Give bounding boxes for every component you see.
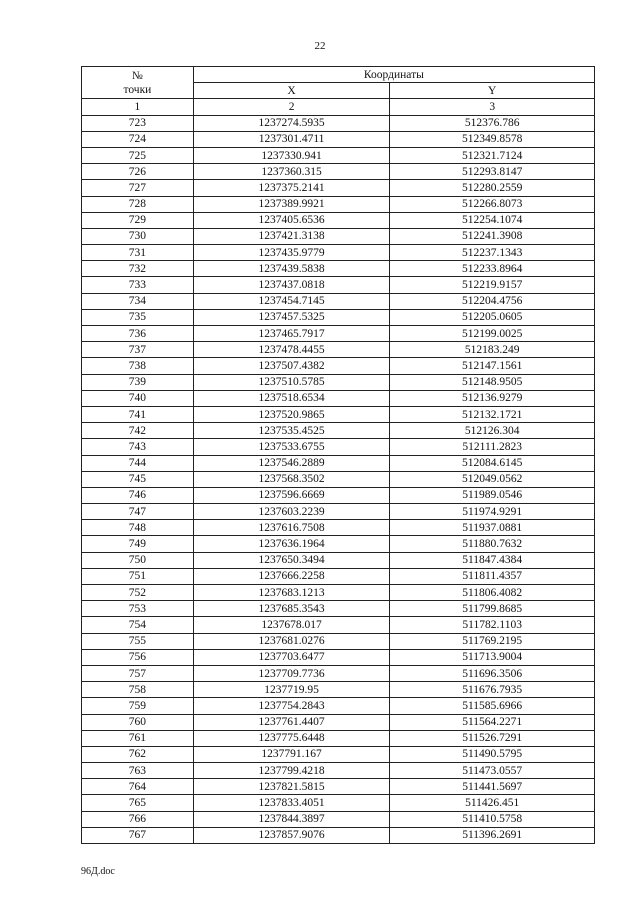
y-coordinate-cell: 512280.2559 — [390, 180, 595, 196]
y-coordinate-cell: 511847.4384 — [390, 552, 595, 568]
x-coordinate-cell: 1237681.0276 — [193, 633, 390, 649]
x-coordinate-cell: 1237405.6536 — [193, 212, 390, 228]
table-row — [82, 406, 595, 422]
y-coordinate-cell: 511526.7291 — [390, 730, 595, 746]
table-row — [82, 471, 595, 487]
y-coordinate-cell: 511441.5697 — [390, 779, 595, 795]
table-row — [82, 795, 595, 811]
point-number-cell: 727 — [82, 180, 194, 196]
table-row — [82, 245, 595, 261]
x-coordinate-cell: 1237421.3138 — [193, 228, 390, 244]
y-coordinate-cell: 511426.451 — [390, 795, 595, 811]
column-index-2: 2 — [193, 99, 390, 115]
x-coordinate-cell: 1237437.0818 — [193, 277, 390, 293]
table-row — [82, 277, 595, 293]
x-coordinate-cell: 1237719.95 — [193, 682, 390, 698]
table-row — [82, 811, 595, 827]
table-row — [82, 115, 595, 131]
table-row — [82, 698, 595, 714]
point-number-cell: 739 — [82, 374, 194, 390]
point-number-cell: 730 — [82, 228, 194, 244]
coordinates-table — [81, 66, 595, 844]
x-coordinate-cell: 1237821.5815 — [193, 779, 390, 795]
y-coordinate-cell: 512183.249 — [390, 342, 595, 358]
point-number-cell: 733 — [82, 277, 194, 293]
point-number-cell: 731 — [82, 245, 194, 261]
point-number-cell: 749 — [82, 536, 194, 552]
y-coordinate-cell: 512349.8578 — [390, 131, 595, 147]
point-number-cell: 732 — [82, 261, 194, 277]
x-coordinate-cell: 1237683.1213 — [193, 585, 390, 601]
point-number-cell: 763 — [82, 763, 194, 779]
table-row — [82, 423, 595, 439]
y-coordinate-cell: 511473.0557 — [390, 763, 595, 779]
x-coordinate-cell: 1237478.4455 — [193, 342, 390, 358]
x-coordinate-cell: 1237568.3502 — [193, 471, 390, 487]
x-coordinate-cell: 1237833.4051 — [193, 795, 390, 811]
x-coordinate-cell: 1237761.4407 — [193, 714, 390, 730]
x-coordinate-cell: 1237518.6534 — [193, 390, 390, 406]
table-row — [82, 682, 595, 698]
table-row — [82, 326, 595, 342]
y-header: Y — [390, 83, 595, 99]
table-row — [82, 374, 595, 390]
point-number-cell: 759 — [82, 698, 194, 714]
point-number-cell: 740 — [82, 390, 194, 406]
y-coordinate-cell: 512126.304 — [390, 423, 595, 439]
point-number-cell: 757 — [82, 665, 194, 681]
point-number-cell: 744 — [82, 455, 194, 471]
y-coordinate-cell: 512266.8073 — [390, 196, 595, 212]
x-coordinate-cell: 1237330.941 — [193, 147, 390, 163]
y-coordinate-cell: 511799.8685 — [390, 601, 595, 617]
table-row — [82, 714, 595, 730]
x-coordinate-cell: 1237616.7508 — [193, 520, 390, 536]
y-coordinate-cell: 512205.0605 — [390, 309, 595, 325]
x-coordinate-cell: 1237301.4711 — [193, 131, 390, 147]
point-number-cell: 724 — [82, 131, 194, 147]
table-row — [82, 180, 595, 196]
y-coordinate-cell: 511806.4082 — [390, 585, 595, 601]
table-row — [82, 504, 595, 520]
y-coordinate-cell: 511410.5758 — [390, 811, 595, 827]
point-number-cell: 741 — [82, 406, 194, 422]
x-coordinate-cell: 1237709.7736 — [193, 665, 390, 681]
point-number-cell: 748 — [82, 520, 194, 536]
y-coordinate-cell: 511974.9291 — [390, 504, 595, 520]
x-coordinate-cell: 1237510.5785 — [193, 374, 390, 390]
page-number: 22 — [314, 40, 326, 52]
y-coordinate-cell: 512049.0562 — [390, 471, 595, 487]
y-coordinate-cell: 512111.2823 — [390, 439, 595, 455]
point-number-cell: 723 — [82, 115, 194, 131]
table-row — [82, 633, 595, 649]
point-number-cell: 764 — [82, 779, 194, 795]
point-number-cell: 736 — [82, 326, 194, 342]
point-number-header — [82, 67, 194, 99]
y-coordinate-cell: 512204.4756 — [390, 293, 595, 309]
coordinates-header: Координаты — [193, 67, 594, 83]
y-coordinate-cell: 511396.2691 — [390, 827, 595, 843]
table-row — [82, 617, 595, 633]
table-row — [82, 390, 595, 406]
y-coordinate-cell: 512233.8964 — [390, 261, 595, 277]
x-coordinate-cell: 1237520.9865 — [193, 406, 390, 422]
y-coordinate-cell: 511713.9004 — [390, 649, 595, 665]
x-coordinate-cell: 1237685.3543 — [193, 601, 390, 617]
number-sign-label: № — [131, 69, 143, 82]
x-coordinate-cell: 1237775.6448 — [193, 730, 390, 746]
x-coordinate-cell: 1237703.6477 — [193, 649, 390, 665]
point-number-cell: 729 — [82, 212, 194, 228]
point-number-cell: 746 — [82, 487, 194, 503]
y-coordinate-cell: 511564.2271 — [390, 714, 595, 730]
table-row — [82, 601, 595, 617]
y-coordinate-cell: 511696.3506 — [390, 665, 595, 681]
point-number-cell: 755 — [82, 633, 194, 649]
point-number-cell: 747 — [82, 504, 194, 520]
x-coordinate-cell: 1237754.2843 — [193, 698, 390, 714]
x-coordinate-cell: 1237465.7917 — [193, 326, 390, 342]
point-number-cell: 734 — [82, 293, 194, 309]
point-number-cell: 762 — [82, 746, 194, 762]
x-coordinate-cell: 1237650.3494 — [193, 552, 390, 568]
x-coordinate-cell: 1237799.4218 — [193, 763, 390, 779]
table-row — [82, 536, 595, 552]
x-coordinate-cell: 1237535.4525 — [193, 423, 390, 439]
point-number-cell: 738 — [82, 358, 194, 374]
y-coordinate-cell: 512376.786 — [390, 115, 595, 131]
table-row — [82, 665, 595, 681]
point-number-cell: 750 — [82, 552, 194, 568]
point-number-cell: 742 — [82, 423, 194, 439]
y-coordinate-cell: 511769.2195 — [390, 633, 595, 649]
point-number-cell: 756 — [82, 649, 194, 665]
point-number-cell: 745 — [82, 471, 194, 487]
point-number-cell: 758 — [82, 682, 194, 698]
y-coordinate-cell: 512199.0025 — [390, 326, 595, 342]
table-row — [82, 552, 595, 568]
table-row — [82, 309, 595, 325]
y-coordinate-cell: 512254.1074 — [390, 212, 595, 228]
point-number-cell: 761 — [82, 730, 194, 746]
x-coordinate-cell: 1237844.3897 — [193, 811, 390, 827]
point-number-cell: 743 — [82, 439, 194, 455]
y-coordinate-cell: 512132.1721 — [390, 406, 595, 422]
y-coordinate-cell: 512084.6145 — [390, 455, 595, 471]
table-row — [82, 455, 595, 471]
footer-filename: 96Д.doc — [81, 866, 115, 877]
point-label: точки — [123, 83, 152, 96]
column-index-1: 1 — [82, 99, 194, 115]
point-number-cell: 753 — [82, 601, 194, 617]
y-coordinate-cell: 511782.1103 — [390, 617, 595, 633]
x-coordinate-cell: 1237678.017 — [193, 617, 390, 633]
point-number-cell: 725 — [82, 147, 194, 163]
column-index-3: 3 — [390, 99, 595, 115]
table-row — [82, 649, 595, 665]
table-row — [82, 568, 595, 584]
point-number-cell: 752 — [82, 585, 194, 601]
y-coordinate-cell: 511585.6966 — [390, 698, 595, 714]
point-number-cell: 751 — [82, 568, 194, 584]
y-coordinate-cell: 512147.1561 — [390, 358, 595, 374]
table-row — [82, 520, 595, 536]
table-row — [82, 779, 595, 795]
x-coordinate-cell: 1237435.9779 — [193, 245, 390, 261]
x-header: X — [193, 83, 390, 99]
table-row — [82, 164, 595, 180]
x-coordinate-cell: 1237454.7145 — [193, 293, 390, 309]
table-row — [82, 261, 595, 277]
y-coordinate-cell: 512293.8147 — [390, 164, 595, 180]
table-row — [82, 212, 595, 228]
table-row — [82, 228, 595, 244]
table-body — [82, 115, 595, 843]
table-row — [82, 730, 595, 746]
table-row — [82, 827, 595, 843]
table-row — [82, 439, 595, 455]
x-coordinate-cell: 1237389.9921 — [193, 196, 390, 212]
y-coordinate-cell: 512219.9157 — [390, 277, 595, 293]
table-row — [82, 585, 595, 601]
x-coordinate-cell: 1237857.9076 — [193, 827, 390, 843]
x-coordinate-cell: 1237791.167 — [193, 746, 390, 762]
x-coordinate-cell: 1237274.5935 — [193, 115, 390, 131]
y-coordinate-cell: 511811.4357 — [390, 568, 595, 584]
y-coordinate-cell: 511676.7935 — [390, 682, 595, 698]
point-number-cell: 766 — [82, 811, 194, 827]
y-coordinate-cell: 512237.1343 — [390, 245, 595, 261]
table-row — [82, 147, 595, 163]
table-row — [82, 131, 595, 147]
table-row — [82, 746, 595, 762]
x-coordinate-cell: 1237360.315 — [193, 164, 390, 180]
x-coordinate-cell: 1237596.6669 — [193, 487, 390, 503]
y-coordinate-cell: 511989.0546 — [390, 487, 595, 503]
point-number-cell: 735 — [82, 309, 194, 325]
point-number-cell: 754 — [82, 617, 194, 633]
x-coordinate-cell: 1237546.2889 — [193, 455, 390, 471]
point-number-cell: 728 — [82, 196, 194, 212]
y-coordinate-cell: 511937.0881 — [390, 520, 595, 536]
x-coordinate-cell: 1237375.2141 — [193, 180, 390, 196]
point-number-cell: 737 — [82, 342, 194, 358]
x-coordinate-cell: 1237603.2239 — [193, 504, 390, 520]
x-coordinate-cell: 1237533.6755 — [193, 439, 390, 455]
table-row — [82, 196, 595, 212]
table-row — [82, 763, 595, 779]
y-coordinate-cell: 511880.7632 — [390, 536, 595, 552]
x-coordinate-cell: 1237666.2258 — [193, 568, 390, 584]
table-row — [82, 342, 595, 358]
table-row — [82, 293, 595, 309]
y-coordinate-cell: 511490.5795 — [390, 746, 595, 762]
table-row — [82, 358, 595, 374]
table-row — [82, 487, 595, 503]
x-coordinate-cell: 1237457.5325 — [193, 309, 390, 325]
y-coordinate-cell: 512148.9505 — [390, 374, 595, 390]
x-coordinate-cell: 1237507.4382 — [193, 358, 390, 374]
x-coordinate-cell: 1237636.1964 — [193, 536, 390, 552]
point-number-cell: 726 — [82, 164, 194, 180]
point-number-cell: 760 — [82, 714, 194, 730]
y-coordinate-cell: 512241.3908 — [390, 228, 595, 244]
y-coordinate-cell: 512136.9279 — [390, 390, 595, 406]
point-number-cell: 765 — [82, 795, 194, 811]
point-number-cell: 767 — [82, 827, 194, 843]
y-coordinate-cell: 512321.7124 — [390, 147, 595, 163]
x-coordinate-cell: 1237439.5838 — [193, 261, 390, 277]
